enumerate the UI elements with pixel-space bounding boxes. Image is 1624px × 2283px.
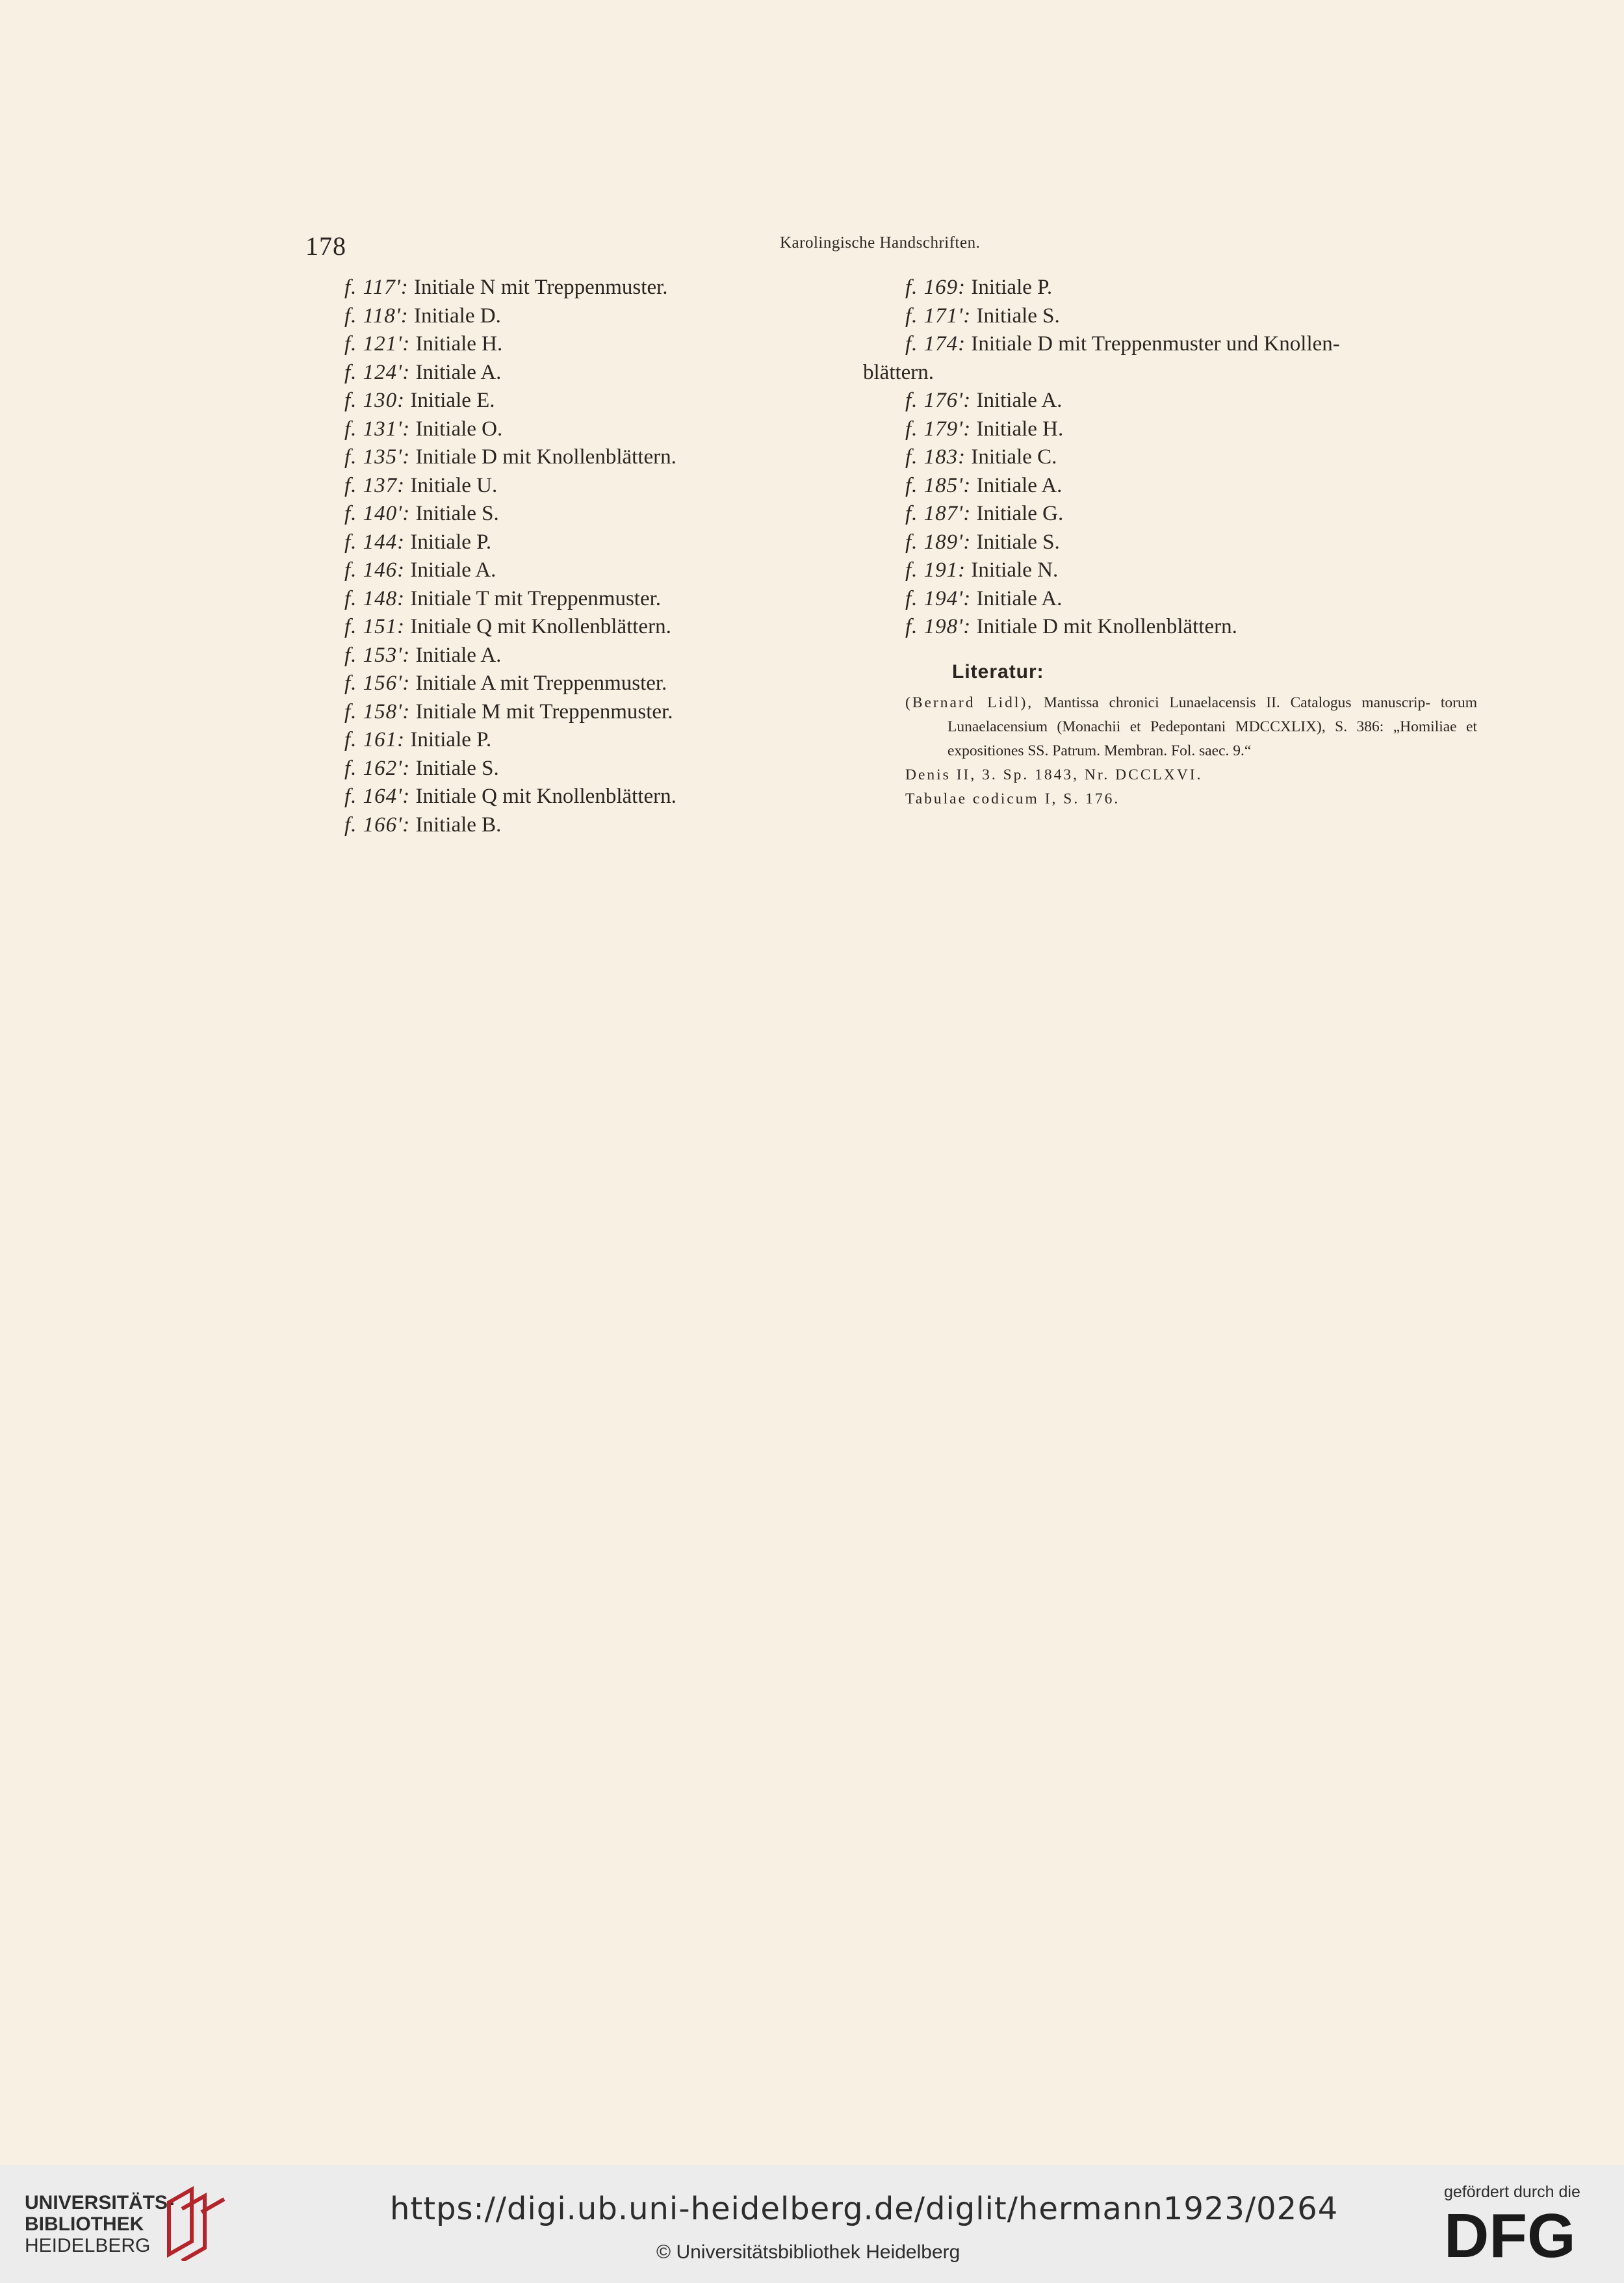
logo-line: UNIVERSITÄTS- xyxy=(25,2192,175,2213)
logo-line: BIBLIOTHEK xyxy=(25,2213,144,2235)
folio-reference: f. 146: xyxy=(344,558,406,582)
folio-reference: f. 153': xyxy=(344,643,411,667)
initial-description: Initiale P. xyxy=(410,530,492,554)
initial-description: Initiale O. xyxy=(415,417,503,441)
initial-description: Initiale P. xyxy=(410,728,492,751)
folio-entry-continuation: blättern. xyxy=(863,360,934,384)
initial-description: Initiale A. xyxy=(415,643,502,667)
initial-description: Initiale N mit Treppenmuster. xyxy=(414,276,668,299)
initial-description: Initiale Q mit Knollenblättern. xyxy=(415,785,677,808)
dfg-logo[interactable] xyxy=(1444,2205,1600,2263)
initial-description: Initiale G. xyxy=(976,502,1064,525)
folio-reference: f. 121': xyxy=(344,332,411,356)
running-head: Karolingische Handschriften. xyxy=(780,234,981,252)
folio-entry xyxy=(905,415,1477,444)
initial-description: Initiale S. xyxy=(415,756,499,780)
copyright-notice: © Universitätsbibliothek Heidelberg xyxy=(656,2241,960,2263)
folio-reference: f. 198': xyxy=(905,615,972,638)
initial-description: Initiale E. xyxy=(410,389,495,412)
initial-description: Initiale A mit Treppenmuster. xyxy=(415,672,667,695)
library-logo-icon xyxy=(162,2183,227,2261)
viewer-footer xyxy=(0,2165,1624,2283)
initial-description: Initiale M mit Treppenmuster. xyxy=(415,699,673,724)
folio-entry xyxy=(344,698,825,727)
folio-reference: f. 189': xyxy=(905,530,972,554)
initial-description: Initiale S. xyxy=(415,502,499,525)
folio-entry xyxy=(344,500,825,528)
folio-entry xyxy=(344,528,825,557)
folio-entry xyxy=(344,613,825,642)
folio-reference: f. 131': xyxy=(344,417,411,441)
initial-description: Initiale B. xyxy=(415,813,502,837)
folio-reference: f. 169: xyxy=(905,276,966,299)
folio-reference: f. 185': xyxy=(905,473,972,497)
folio-reference: f. 166': xyxy=(344,813,411,837)
initial-description: Initiale U. xyxy=(410,473,498,497)
folio-entry xyxy=(344,585,825,614)
folio-entry xyxy=(344,274,825,302)
folio-entry xyxy=(344,556,825,585)
initial-description: Initiale D mit Knollenblättern. xyxy=(415,445,677,469)
folio-reference: f. 161: xyxy=(344,728,406,751)
dfg-caption: gefördert durch die xyxy=(1444,2183,1580,2201)
initial-description: Initiale D. xyxy=(414,304,501,328)
page-number: 178 xyxy=(305,231,346,261)
initial-description: Initiale D mit Knollenblättern. xyxy=(976,615,1237,638)
folio-entry xyxy=(344,642,825,670)
folio-entry xyxy=(905,500,1477,528)
svg-text:DFG: DFG xyxy=(1444,2205,1576,2263)
folio-reference: f. 176': xyxy=(905,389,972,412)
folio-reference: f. 151: xyxy=(344,615,406,638)
folio-reference: f. 144: xyxy=(344,530,406,554)
folio-reference: f. 156': xyxy=(344,672,411,695)
folio-reference: f. 158': xyxy=(344,699,411,724)
folio-entry xyxy=(344,359,825,387)
folio-entry xyxy=(905,556,1477,585)
folio-entry xyxy=(344,726,825,755)
folio-entry xyxy=(344,443,825,472)
folio-reference: f. 164': xyxy=(344,785,411,808)
literature-entry: Tabulae codicum I, S. 176. xyxy=(905,790,1120,807)
folio-reference: f. 174: xyxy=(905,332,966,356)
initial-description: Initiale H. xyxy=(415,332,503,356)
initial-description: Initiale A. xyxy=(410,558,496,582)
logo-line: HEIDELBERG xyxy=(25,2235,151,2256)
folio-reference: f. 148: xyxy=(344,586,406,610)
initial-description: Initiale S. xyxy=(976,530,1060,554)
folio-entry xyxy=(905,472,1477,501)
folio-reference: f. 179': xyxy=(905,417,972,441)
initial-description: Initiale T mit Treppenmuster. xyxy=(410,586,662,610)
folio-reference: f. 118': xyxy=(344,304,409,328)
folio-reference: f. 135': xyxy=(344,445,411,469)
folio-entry xyxy=(344,755,825,783)
initial-description: Initiale A. xyxy=(976,473,1063,497)
initial-description: Initiale A. xyxy=(976,389,1063,412)
initial-description: Initiale Q mit Knollenblättern. xyxy=(410,615,671,638)
folio-entry xyxy=(344,387,825,415)
folio-reference: f. 191: xyxy=(905,558,966,582)
folio-entry xyxy=(905,528,1477,557)
folio-reference: f. 194': xyxy=(905,586,972,610)
folio-reference: f. 162': xyxy=(344,756,411,780)
folio-reference: f. 171': xyxy=(905,304,972,328)
folio-entry xyxy=(905,613,1477,642)
folio-entry xyxy=(344,811,825,840)
initial-description: Initiale S. xyxy=(976,304,1060,328)
initial-description: Initiale H. xyxy=(976,417,1064,441)
initial-description: Initiale A. xyxy=(415,360,502,384)
folio-entry xyxy=(905,274,1477,302)
folio-entry xyxy=(905,302,1477,331)
initial-description: Initiale P. xyxy=(971,276,1053,299)
literature-list xyxy=(905,691,1477,811)
literature-entry xyxy=(905,691,1477,763)
folio-entry xyxy=(905,443,1477,472)
folio-reference: f. 183: xyxy=(905,445,966,469)
initial-description: Initiale C. xyxy=(971,445,1057,469)
initial-description: Initiale A. xyxy=(976,586,1063,610)
literature-heading: Literatur: xyxy=(952,661,1044,683)
folio-entry xyxy=(344,472,825,501)
left-column xyxy=(344,274,825,839)
folio-entry xyxy=(344,330,825,359)
literature-text: Mantissa chronici Lunaelacensis II. Catalogus manuscrip- torum Lunaelacensium (Monachii et Pedepontani MDCCXLIX), S. 386: „Homiliae et expositiones SS. Patrum. Membran. Fol. saec. 9.“ xyxy=(947,694,1477,759)
folio-reference: f. 117': xyxy=(344,276,409,299)
folio-reference: f. 140': xyxy=(344,502,411,525)
literature-author: (Bernard Lidl), xyxy=(905,694,1034,711)
literature-entry: Denis II, 3. Sp. 1843, Nr. DCCLXVI. xyxy=(905,766,1203,783)
folio-entry xyxy=(905,330,1477,359)
folio-entry xyxy=(344,415,825,444)
folio-reference: f. 137: xyxy=(344,473,406,497)
folio-entry xyxy=(344,670,825,698)
initial-description: Initiale N. xyxy=(971,558,1059,582)
folio-reference: f. 130: xyxy=(344,389,406,412)
folio-entry xyxy=(905,585,1477,614)
folio-entry xyxy=(905,387,1477,415)
initial-description: Initiale D mit Treppenmuster und Knollen- xyxy=(971,332,1340,356)
permalink-url[interactable]: https://digi.ub.uni-heidelberg.de/diglit/hermann1923/0264 xyxy=(390,2191,1339,2227)
right-column xyxy=(863,274,1477,642)
library-logo-text[interactable] xyxy=(25,2192,174,2256)
folio-entry xyxy=(344,783,825,811)
folio-entry xyxy=(344,302,825,331)
folio-reference: f. 124': xyxy=(344,360,411,384)
folio-reference: f. 187': xyxy=(905,502,972,525)
